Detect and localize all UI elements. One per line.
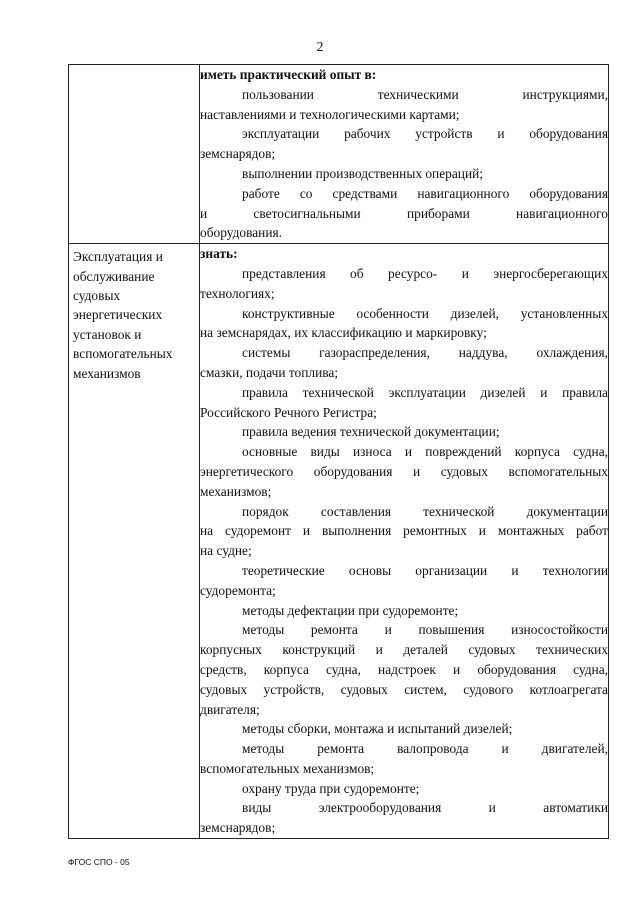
requirements-cell	[200, 65, 609, 244]
requirement-line: представления об ресурсо- и энергосберегающих	[242, 265, 608, 281]
requirements-heading: знать:	[200, 246, 238, 262]
requirement-line: на судне;	[200, 543, 252, 559]
requirement-line: Российского Речного Регистра;	[200, 404, 377, 420]
requirement-line: средств, корпуса судна, надстроек и оборудования судна,	[200, 661, 608, 677]
requirement-line: двигателя;	[200, 701, 260, 717]
requirement-line: работе со средствами навигационного оборудования	[242, 185, 608, 201]
requirement-line: оборудования.	[200, 225, 283, 241]
requirement-line: земснарядов;	[200, 820, 276, 836]
requirement-item	[200, 264, 608, 304]
requirement-item	[200, 719, 608, 739]
section-name-cell	[69, 65, 200, 244]
requirement-item	[200, 739, 608, 779]
requirement-line: механизмов;	[200, 483, 272, 499]
requirement-line: методы ремонта валопровода и двигателей,	[242, 741, 608, 757]
table-row	[69, 244, 609, 839]
requirement-line: выполнении производственных операций;	[242, 165, 484, 181]
requirement-line: конструктивные особенности дизелей, установленных	[242, 305, 608, 321]
requirement-item	[200, 85, 608, 125]
requirement-line: эксплуатации рабочих устройств и оборудования	[242, 126, 608, 142]
section-name-line: судовых	[73, 287, 121, 303]
section-name-line: механизмов	[73, 365, 141, 381]
requirement-line: и светосигнальными приборами навигационного	[200, 205, 608, 221]
requirement-line: теоретические основы организации и технологии	[242, 562, 608, 578]
requirement-line: порядок составления технической документации	[242, 503, 608, 519]
requirement-line: технологиях;	[200, 285, 275, 301]
requirement-line: судоремонта;	[200, 582, 276, 598]
requirement-item	[200, 601, 608, 621]
requirement-line: наставлениями и технологическими картами;	[200, 106, 460, 122]
requirement-item	[200, 124, 608, 164]
requirement-item	[200, 383, 608, 423]
requirement-line: виды электрооборудования и автоматики	[242, 800, 608, 816]
requirement-line: методы ремонта и повышения износостойкости	[242, 622, 608, 638]
section-name-cell	[69, 244, 200, 839]
section-name-line: вспомогательных	[73, 346, 173, 362]
requirement-item	[200, 304, 608, 344]
requirements-heading: иметь практический опыт в:	[200, 67, 377, 82]
requirement-item	[200, 343, 608, 383]
requirement-item	[200, 620, 608, 719]
requirement-line: корпусных конструкций и деталей судовых технических	[200, 642, 608, 658]
requirement-item	[200, 422, 608, 442]
requirement-line: смазки, подачи топлива;	[200, 364, 339, 380]
section-name-line: Эксплуатация и	[73, 249, 163, 265]
requirement-item	[200, 798, 608, 838]
requirement-line: энергетического оборудования и судовых вспомогательных	[200, 463, 608, 479]
requirement-line: основные виды износа и повреждений корпуса судна,	[242, 444, 608, 460]
requirement-line: правила ведения технической документации;	[242, 424, 500, 440]
requirement-item	[200, 561, 608, 601]
requirement-line: судовых устройств, судовых систем, судового котлоагрегата	[200, 681, 608, 697]
table-row	[69, 65, 609, 244]
section-name-line: установок и	[73, 326, 142, 342]
requirement-item	[200, 164, 608, 184]
requirement-line: системы газораспределения, наддува, охлаждения,	[242, 345, 608, 361]
requirements-cell	[200, 244, 609, 839]
requirement-line: пользовании техническими инструкциями,	[242, 86, 608, 102]
section-name-line: обслуживание	[73, 268, 155, 284]
section-name-line: энергетических	[73, 307, 163, 323]
requirement-line: земснарядов;	[200, 146, 276, 162]
page-number: 2	[316, 40, 324, 55]
requirement-line: на земснарядах, их классификацию и маркировку;	[200, 325, 487, 341]
requirement-line: охрану труда при судоремонте;	[242, 780, 420, 796]
requirement-item	[200, 779, 608, 799]
requirement-line: на судоремонт и выполнения ремонтных и монтажных работ	[200, 523, 608, 539]
requirement-item	[200, 184, 608, 243]
requirement-item	[200, 442, 608, 501]
document-footer: ФГОС СПО - 05	[68, 857, 130, 867]
requirement-item	[200, 502, 608, 561]
requirement-line: правила технической эксплуатации дизелей и правила	[242, 384, 608, 400]
requirement-line: вспомогательных механизмов;	[200, 760, 375, 776]
requirement-line: методы дефектации при судоремонте;	[242, 602, 459, 618]
requirement-line: методы сборки, монтажа и испытаний дизелей;	[242, 721, 513, 737]
competency-table	[68, 64, 609, 839]
